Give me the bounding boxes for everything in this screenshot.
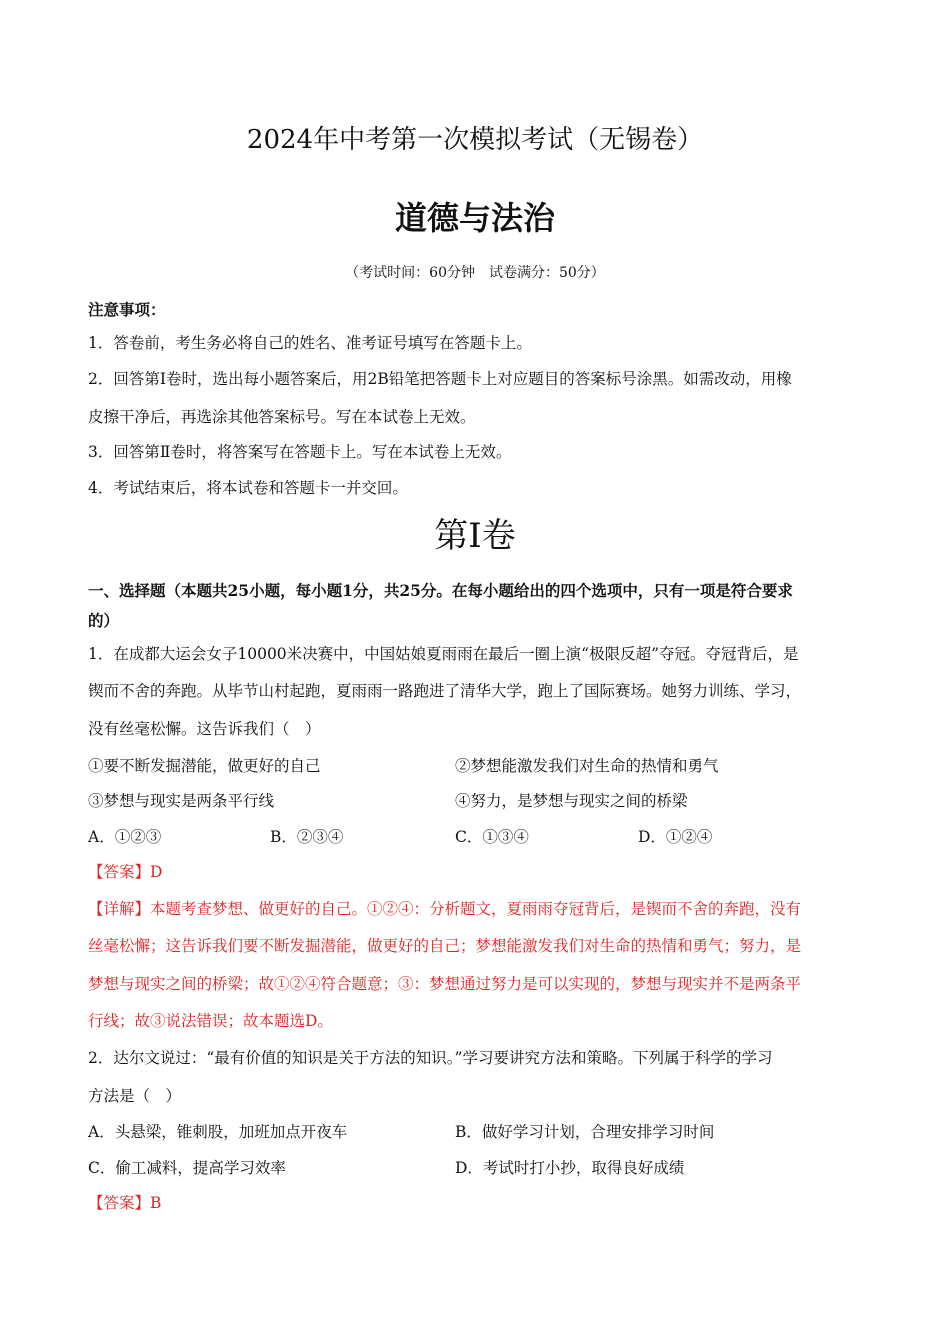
option-c: C．偷工减料，提高学习效率 (88, 1159, 286, 1177)
notice-item: 1．答卷前，考生务必将自己的姓名、准考证号填写在答题卡上。 (88, 334, 532, 352)
part-heading: 一、选择题（本题共25小题，每小题1分，共25分。在每小题给出的四个选项中，只有一项是符合要求 (88, 581, 793, 600)
analysis: 丝毫松懈；这告诉我们要不断发掘潜能，做更好的自己；梦想能激发我们对生命的热情和勇气；努力，是 (88, 937, 802, 955)
option-a: A．①②③ (88, 828, 162, 846)
answer: 【答案】D (88, 863, 163, 881)
notice-heading: 注意事项： (88, 300, 166, 319)
question-stem: 方法是（ ） (88, 1087, 182, 1105)
exam-title: 2024年中考第一次模拟考试（无锡卷） (246, 125, 704, 155)
option-b: B．②③④ (270, 828, 344, 846)
notice-item: 4．考试结束后，将本试卷和答题卡一并交回。 (88, 479, 408, 497)
statement: ②梦想能激发我们对生命的热情和勇气 (455, 757, 719, 775)
analysis: 行线；故③说法错误；故本题选D。 (88, 1012, 333, 1030)
option-c: C．①③④ (455, 828, 529, 846)
option-b: B．做好学习计划，合理安排学习时间 (455, 1123, 715, 1141)
question-stem: 没有丝毫松懈。这告诉我们（ ） (88, 720, 321, 738)
section-title: 第Ⅰ卷 (434, 516, 516, 556)
question-stem: 锲而不舍的奔跑。从毕节山村起跑，夏雨雨一路跑进了清华大学，跑上了国际赛场。她努力训练、学习， (88, 682, 802, 700)
statement: ①要不断发掘潜能，做更好的自己 (88, 757, 321, 775)
subject-title: 道德与法治 (394, 199, 555, 237)
statement: ④努力，是梦想与现实之间的桥梁 (455, 792, 688, 810)
analysis: 梦想与现实之间的桥梁；故①②④符合题意；③：梦想通过努力是可以实现的，梦想与现实并不是两条平 (88, 975, 802, 993)
exam-info: （考试时间：60分钟 试卷满分：50分） (345, 265, 605, 281)
option-d: D．①②④ (638, 828, 713, 846)
option-d: D．考试时打小抄，取得良好成绩 (455, 1159, 685, 1177)
notice-item: 2．回答第Ⅰ卷时，选出每小题答案后，用2B铅笔把答题卡上对应题目的答案标号涂黑。如需改动，用橡 (88, 370, 792, 388)
notice-item: 3．回答第Ⅱ卷时，将答案写在答题卡上。写在本试卷上无效。 (88, 443, 512, 461)
notice-item: 皮擦干净后，再选涂其他答案标号。写在本试卷上无效。 (88, 408, 476, 426)
question-stem: 2．达尔文说过：“最有价值的知识是关于方法的知识。”学习要讲究方法和策略。下列属于科学的学习 (88, 1049, 773, 1067)
question-stem: 1．在成都大运会女子10000米决赛中，中国姑娘夏雨雨在最后一圈上演“极限反超”夺冠。夺冠背后，是 (88, 645, 799, 663)
option-a: A．头悬梁，锥刺股，加班加点开夜车 (88, 1123, 348, 1141)
analysis: 【详解】本题考查梦想、做更好的自己。①②④：分析题文，夏雨雨夺冠背后，是锲而不舍的奔跑，没有 (88, 900, 802, 918)
statement: ③梦想与现实是两条平行线 (88, 792, 275, 810)
part-heading-cont: 的） (88, 611, 120, 630)
answer: 【答案】B (88, 1194, 162, 1212)
